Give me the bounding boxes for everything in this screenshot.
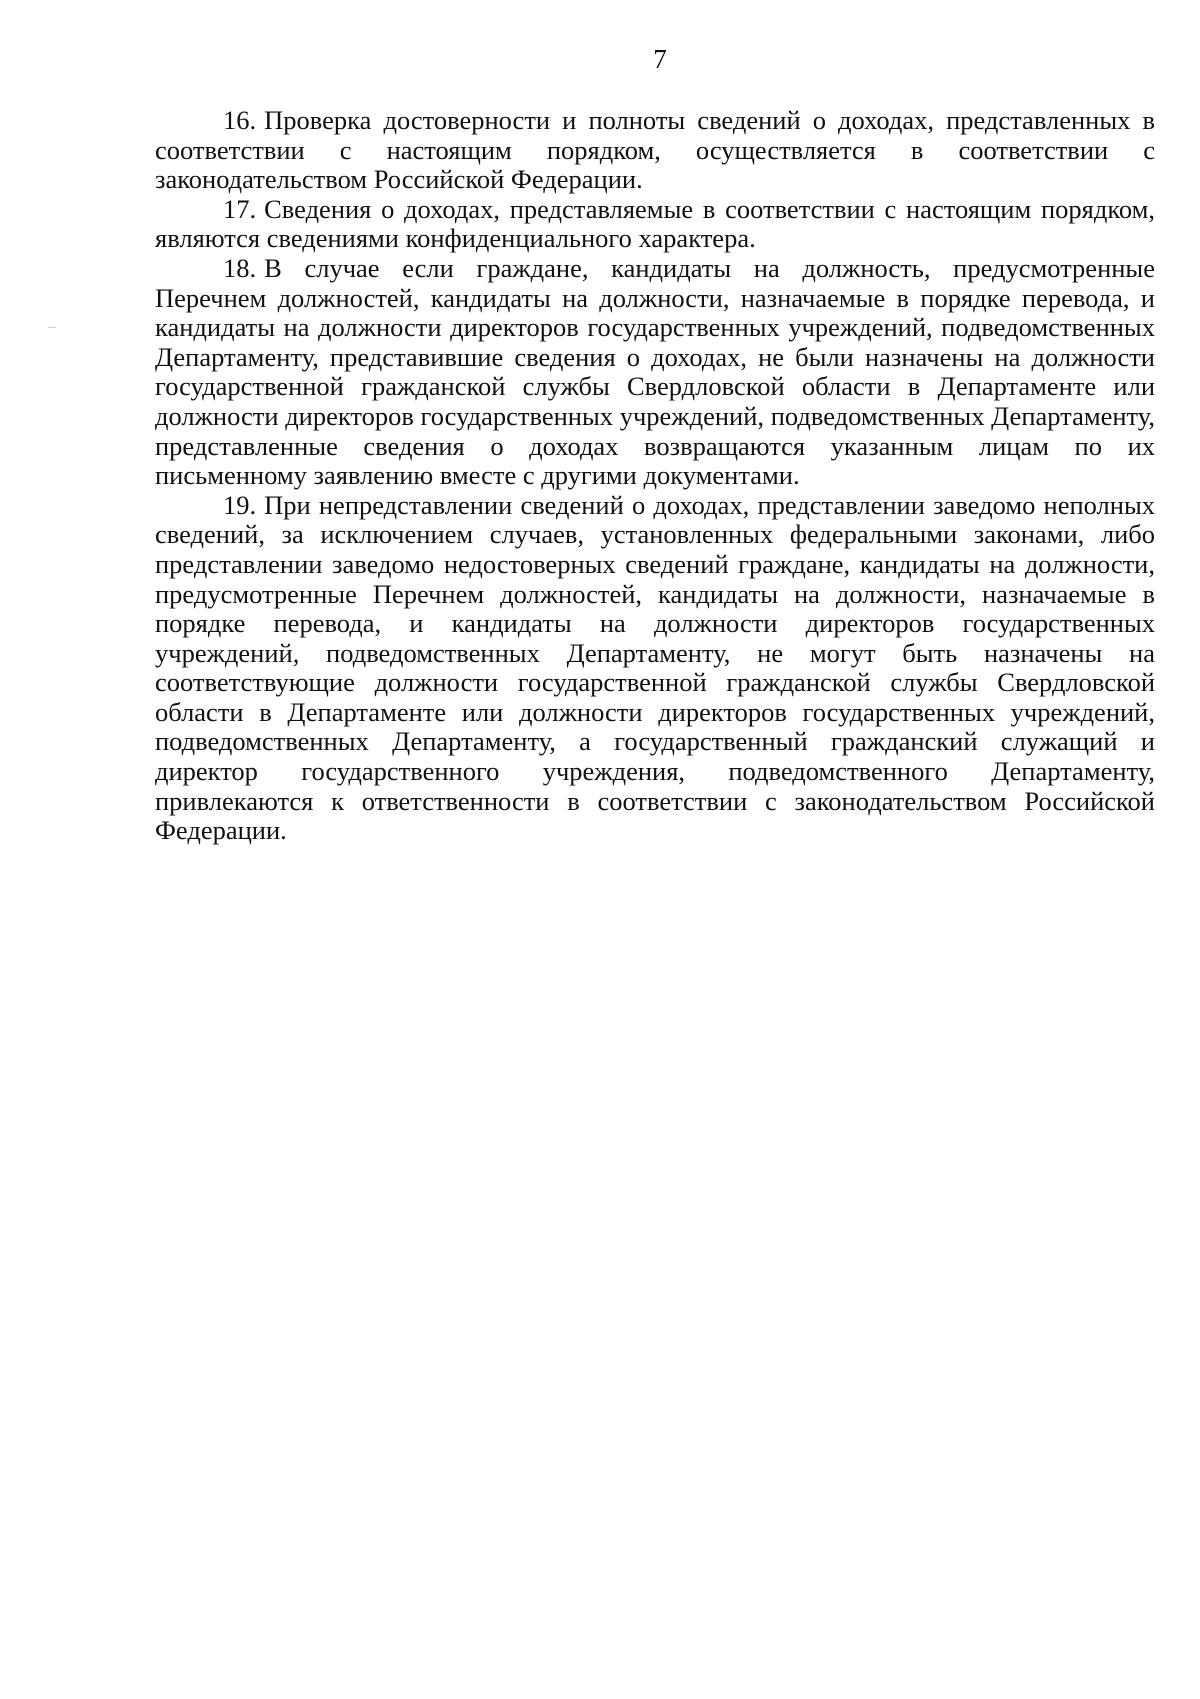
paragraph-number: 18. [223,252,257,283]
paragraph-number: 16. [223,105,257,135]
paragraph-18 [155,254,1155,491]
document-body [155,106,1155,846]
paragraph-number: 19. [223,489,257,520]
paragraph-number: 17. [223,193,257,224]
paragraph-19 [155,491,1155,846]
paragraph-17 [155,195,1155,254]
scan-artifact-mark [48,327,56,328]
paragraph-text: Сведения о доходах, представляемые в соответствии с настоящим порядком, являются сведениями конфиденциального характера. [155,193,1155,254]
paragraph-16 [155,106,1155,195]
page-number: 7 [653,44,667,74]
paragraph-text: При непредставлении сведений о доходах, представлении заведомо неполных сведений, за исключением случаев, установленных федеральными законами, либо представлении заведомо недостоверных сведений граждане, кандидаты на должности, предусмотренные Перечнем должностей, кандидаты на должности, назначаемые в порядке перевода, и кандидаты на должности директоров государственных учреждений, подведомственных Департаменту, не могут быть назначены на соответствующие должности государственной гражданской службы Свердловской области в Департаменте или должности директоров государственных учреждений, подведомственных Департаменту, а государственный гражданский служащий и директор государственного учреждения, подведомственного Департаменту, привлекаются к ответственности в соответствии с законодательством Российской Федерации. [155,489,1155,846]
paragraph-text: В случае если граждане, кандидаты на должность, предусмотренные Перечнем должностей, кандидаты на должности, назначаемые в порядке перевода, и кандидаты на должности директоров государственных учреждений, подведомственных Департаменту, представившие сведения о доходах, не были назначены на должности государственной гражданской службы Свердловской области в Департаменте или должности директоров государственных учреждений, подведомственных Департаменту, представленные сведения о доходах возвращаются указанным лицам по их письменному заявлению вместе с другими документами. [155,252,1155,491]
paragraph-text: Проверка достоверности и полноты сведений о доходах, представленных в соответствии с настоящим порядком, осуществляется в соответствии с законодательством Российской Федерации. [155,105,1155,195]
